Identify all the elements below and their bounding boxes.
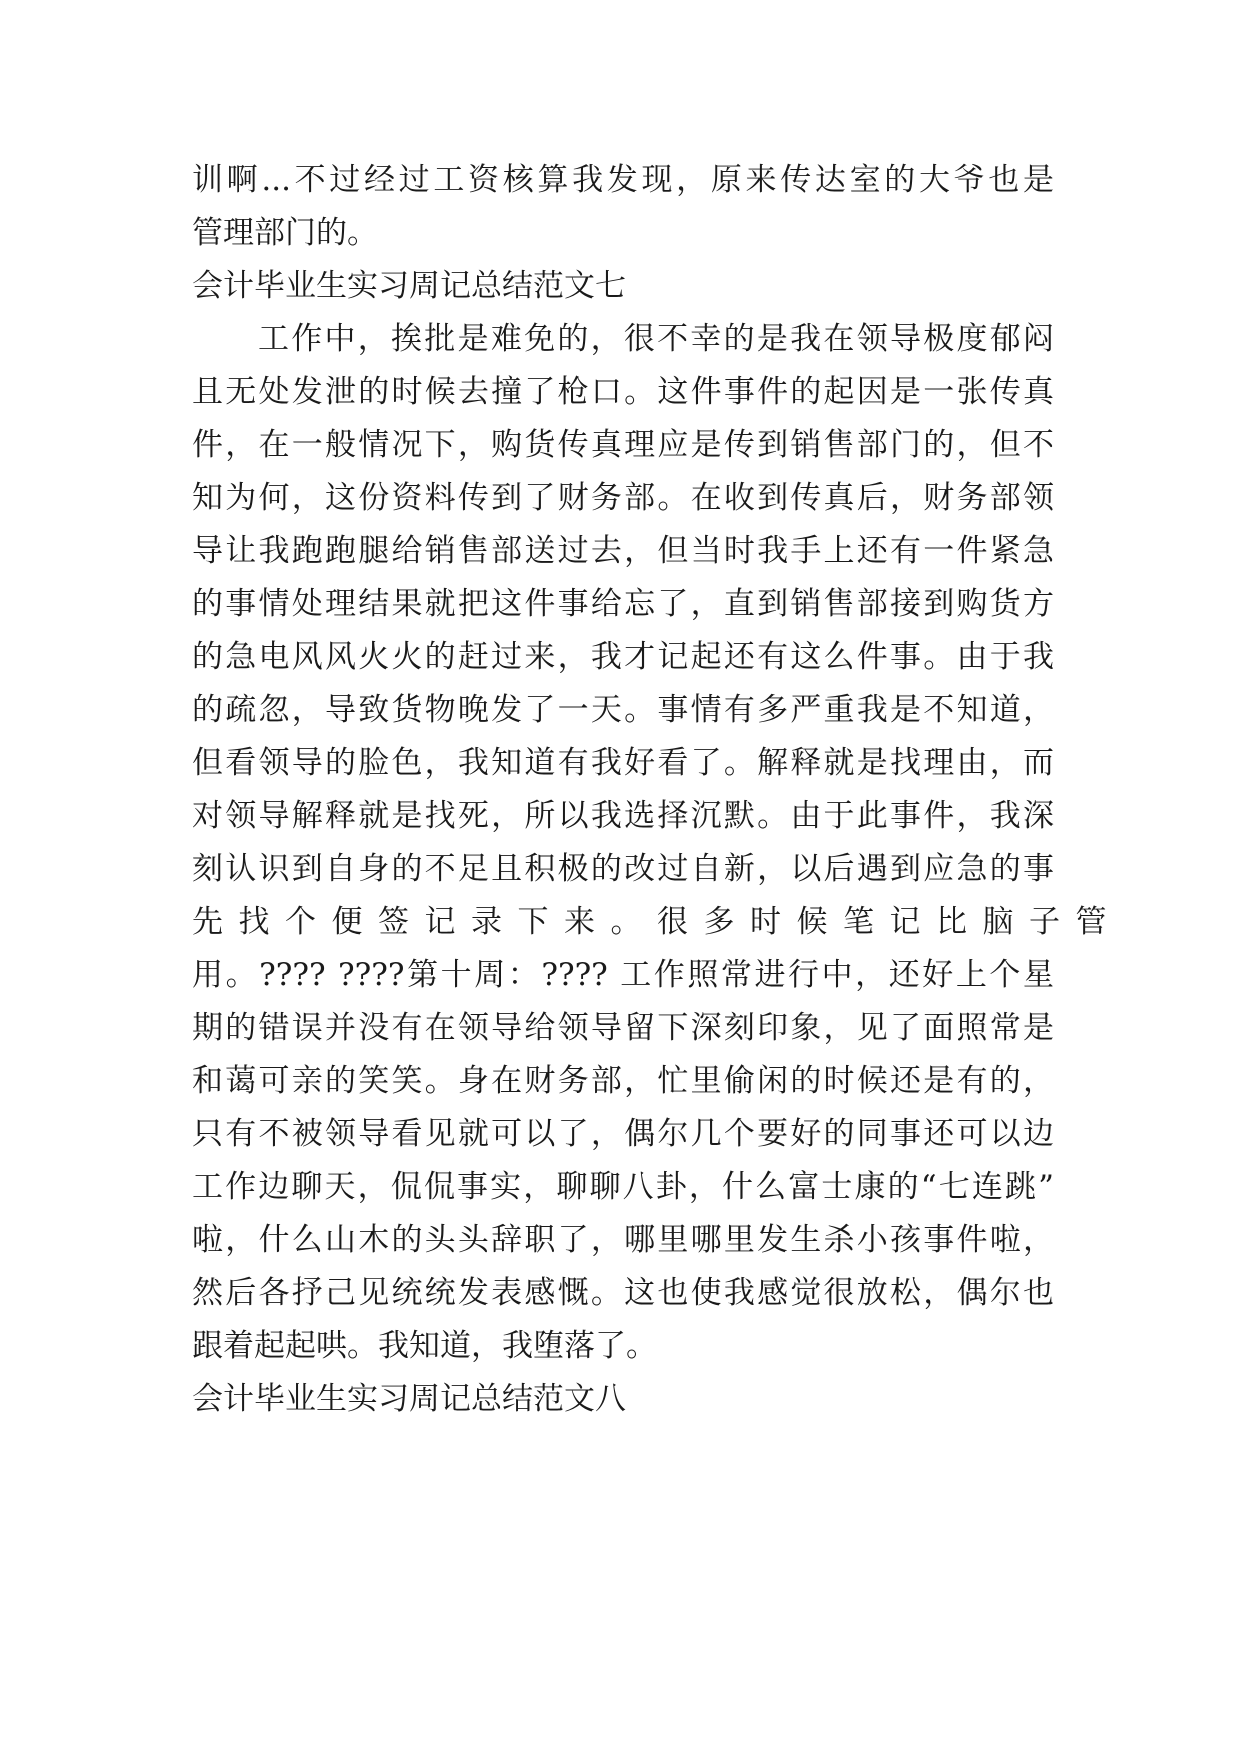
text-line: 用。???? ????第十周：???? 工作照常进行中，还好上个星 [192,957,1054,993]
text-line: 知为何，这份资料传到了财务部。在收到传真后，财务部领 [192,480,1054,516]
text-line: 的事情处理结果就把这件事给忘了，直到销售部接到购货方 [192,586,1054,622]
text-line: 先找个便签记录下来。很多时候笔记比脑子管 [192,904,1122,940]
text-line: 啦，什么山木的头头辞职了，哪里哪里发生杀小孩事件啦， [192,1222,1054,1258]
section-heading: 会计毕业生实习周记总结范文七 [192,268,626,304]
text-line: 管理部门的。 [192,215,378,251]
text-line: 跟着起起哄。我知道，我堕落了。 [192,1328,657,1364]
section-heading: 会计毕业生实习周记总结范文八 [192,1381,626,1417]
text-line: 且无处发泄的时候去撞了枪口。这件事件的起因是一张传真 [192,374,1054,410]
text-line: 然后各抒己见统统发表感慨。这也使我感觉很放松，偶尔也 [192,1275,1054,1311]
document-body [192,154,1122,1426]
text-line: 只有不被领导看见就可以了，偶尔几个要好的同事还可以边 [192,1116,1054,1152]
text-line: 件，在一般情况下，购货传真理应是传到销售部门的，但不 [192,427,1054,463]
text-line: 训啊...不过经过工资核算我发现，原来传达室的大爷也是 [192,162,1054,198]
text-line: 的急电风风火火的赶过来，我才记起还有这么件事。由于我 [192,639,1054,675]
text-line: 期的错误并没有在领导给领导留下深刻印象，见了面照常是 [192,1010,1054,1046]
text-line: 但看领导的脸色，我知道有我好看了。解释就是找理由，而 [192,745,1054,781]
text-line: 刻认识到自身的不足且积极的改过自新，以后遇到应急的事 [192,851,1054,887]
text-line: 和蔼可亲的笑笑。身在财务部，忙里偷闲的时候还是有的， [192,1063,1054,1099]
text-line: 工作边聊天，侃侃事实，聊聊八卦，什么富士康的“七连跳” [192,1169,1054,1205]
text-line: 的疏忽，导致货物晚发了一天。事情有多严重我是不知道， [192,692,1054,728]
text-line: 导让我跑跑腿给销售部送过去，但当时我手上还有一件紧急 [192,533,1054,569]
paragraph-first-line: 工作中，挨批是难免的，很不幸的是我在领导极度郁闷 [258,321,1054,357]
text-line: 对领导解释就是找死，所以我选择沉默。由于此事件，我深 [192,798,1054,834]
